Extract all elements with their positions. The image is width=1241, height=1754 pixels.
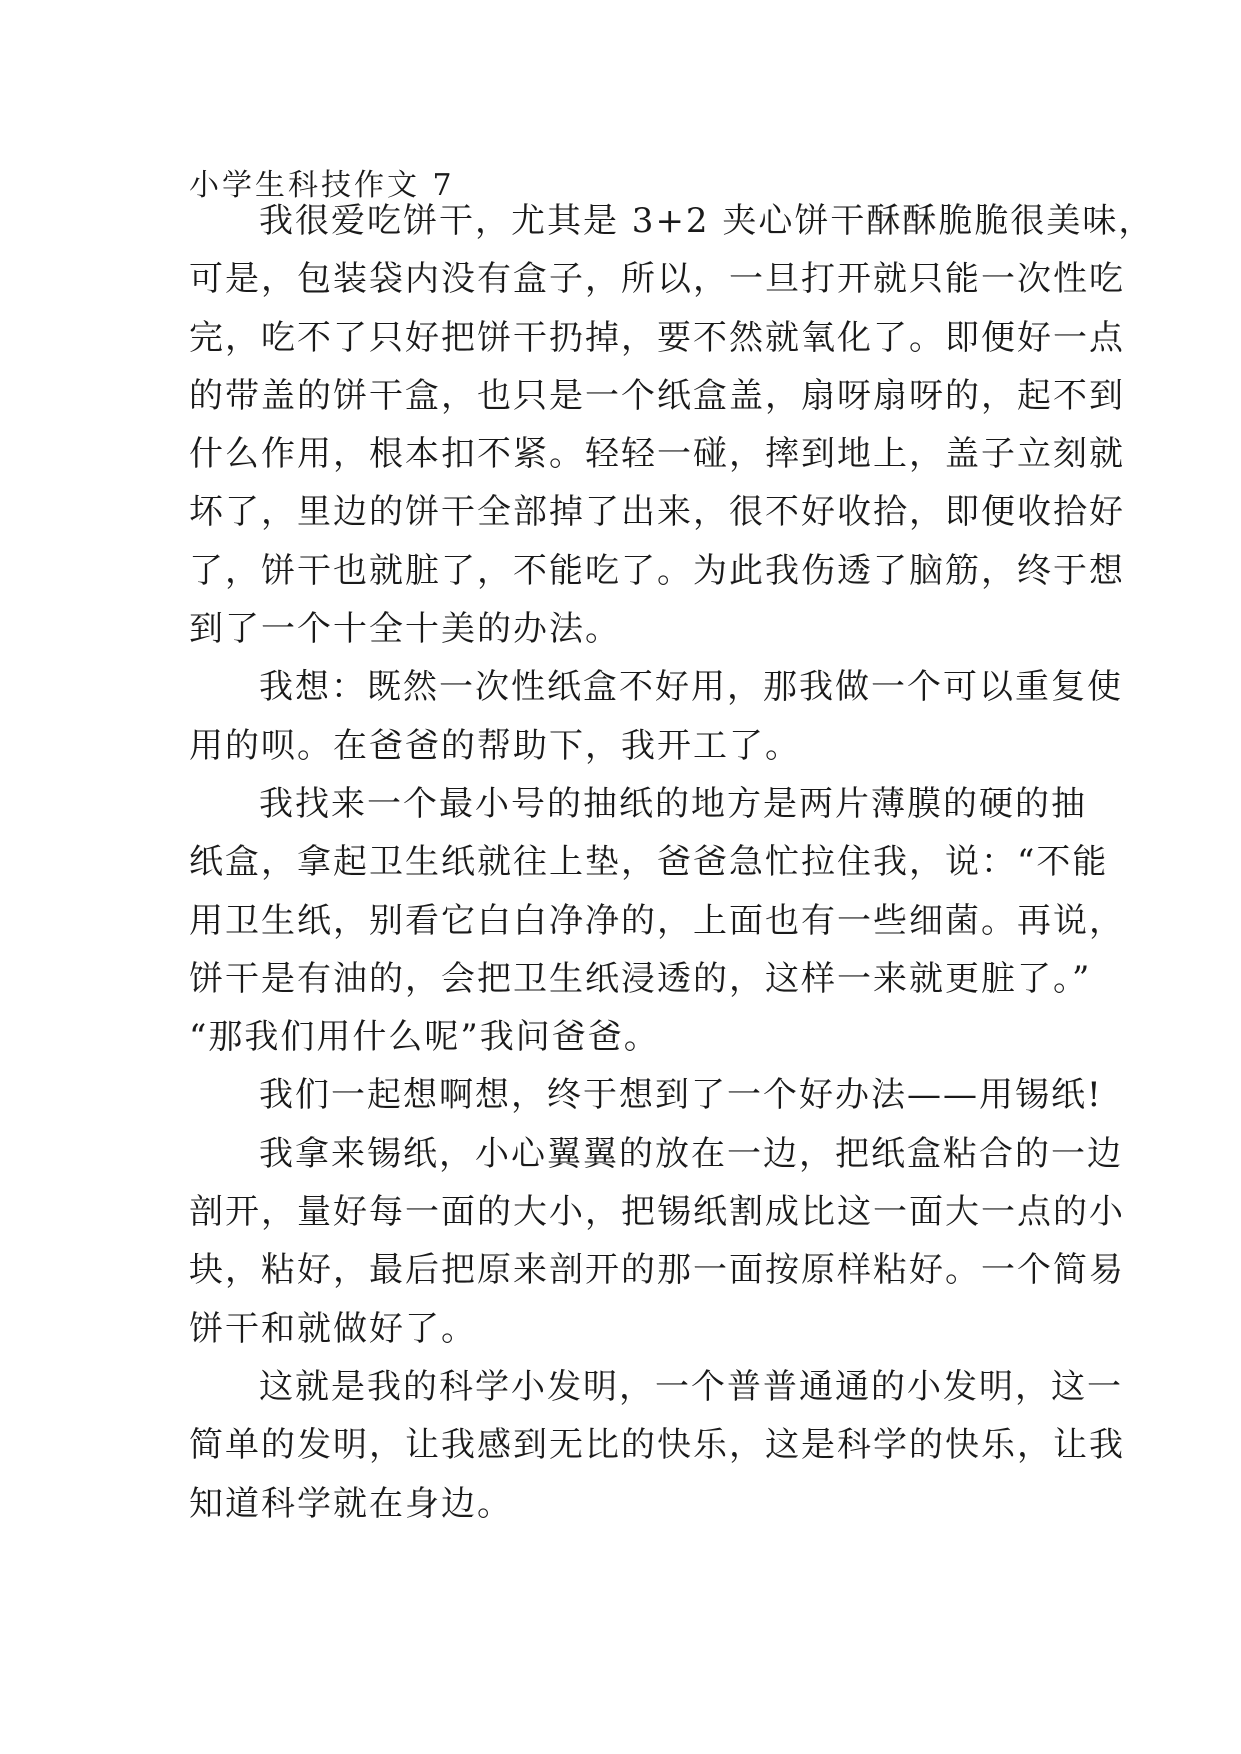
paragraph-line: 什么作用，根本扣不紧。轻轻一碰，摔到地上，盖子立刻就 (189, 434, 1125, 475)
paragraph-line: 的带盖的饼干盒，也只是一个纸盒盖，扇呀扇呀的，起不到 (189, 375, 1125, 416)
paragraph-line: 知道科学就在身边。 (189, 1483, 513, 1524)
paragraph-line: 用卫生纸，别看它白白净净的，上面也有一些细菌。再说， (189, 900, 1125, 941)
paragraph-line: 饼干和就做好了。 (189, 1308, 477, 1349)
paragraph-line: 简单的发明，让我感到无比的快乐，这是科学的快乐，让我 (189, 1425, 1125, 1466)
paragraph-first-line: 我很爱吃饼干，尤其是 3+2 夹心饼干酥酥脆脆很美味， (259, 201, 1155, 241)
paragraph-line: 了，饼干也就脏了，不能吃了。为此我伤透了脑筋，终于想 (189, 550, 1125, 591)
paragraph-first-line: 这就是我的科学小发明，一个普普通通的小发明，这一 (259, 1366, 1123, 1407)
paragraph-line: 用的呗。在爸爸的帮助下，我开工了。 (189, 725, 801, 766)
document-title: 小学生科技作文 7 (189, 168, 455, 203)
paragraph-line: 到了一个十全十美的办法。 (189, 609, 621, 650)
paragraph-first-line: 我想：既然一次性纸盒不好用，那我做一个可以重复使 (259, 667, 1123, 708)
paragraph-line: 饼干是有油的，会把卫生纸浸透的，这样一来就更脏了。” (189, 958, 1092, 999)
paragraph-first-line: 我拿来锡纸，小心翼翼的放在一边，把纸盒粘合的一边 (259, 1133, 1123, 1174)
paragraph-line: 坏了，里边的饼干全部掉了出来，很不好收拾，即便收拾好 (189, 492, 1125, 533)
paragraph-line: 可是，包装袋内没有盒子，所以，一旦打开就只能一次性吃 (189, 259, 1125, 300)
paragraph-line: 完，吃不了只好把饼干扔掉，要不然就氧化了。即便好一点 (189, 317, 1125, 358)
paragraph-first-line: 我们一起想啊想，终于想到了一个好办法——用锡纸! (259, 1075, 1103, 1116)
document-body (189, 192, 1155, 1533)
paragraph-line: 剖开，量好每一面的大小，把锡纸割成比这一面大一点的小 (189, 1192, 1125, 1233)
paragraph-line: 块，粘好，最后把原来剖开的那一面按原样粘好。一个简易 (189, 1250, 1125, 1291)
paragraph-line: 纸盒，拿起卫生纸就往上垫，爸爸急忙拉住我，说：“不能 (189, 842, 1109, 883)
paragraph-line: “那我们用什么呢”我问爸爸。 (189, 1017, 660, 1058)
paragraph-first-line: 我找来一个最小号的抽纸的地方是两片薄膜的硬的抽 (259, 783, 1087, 824)
